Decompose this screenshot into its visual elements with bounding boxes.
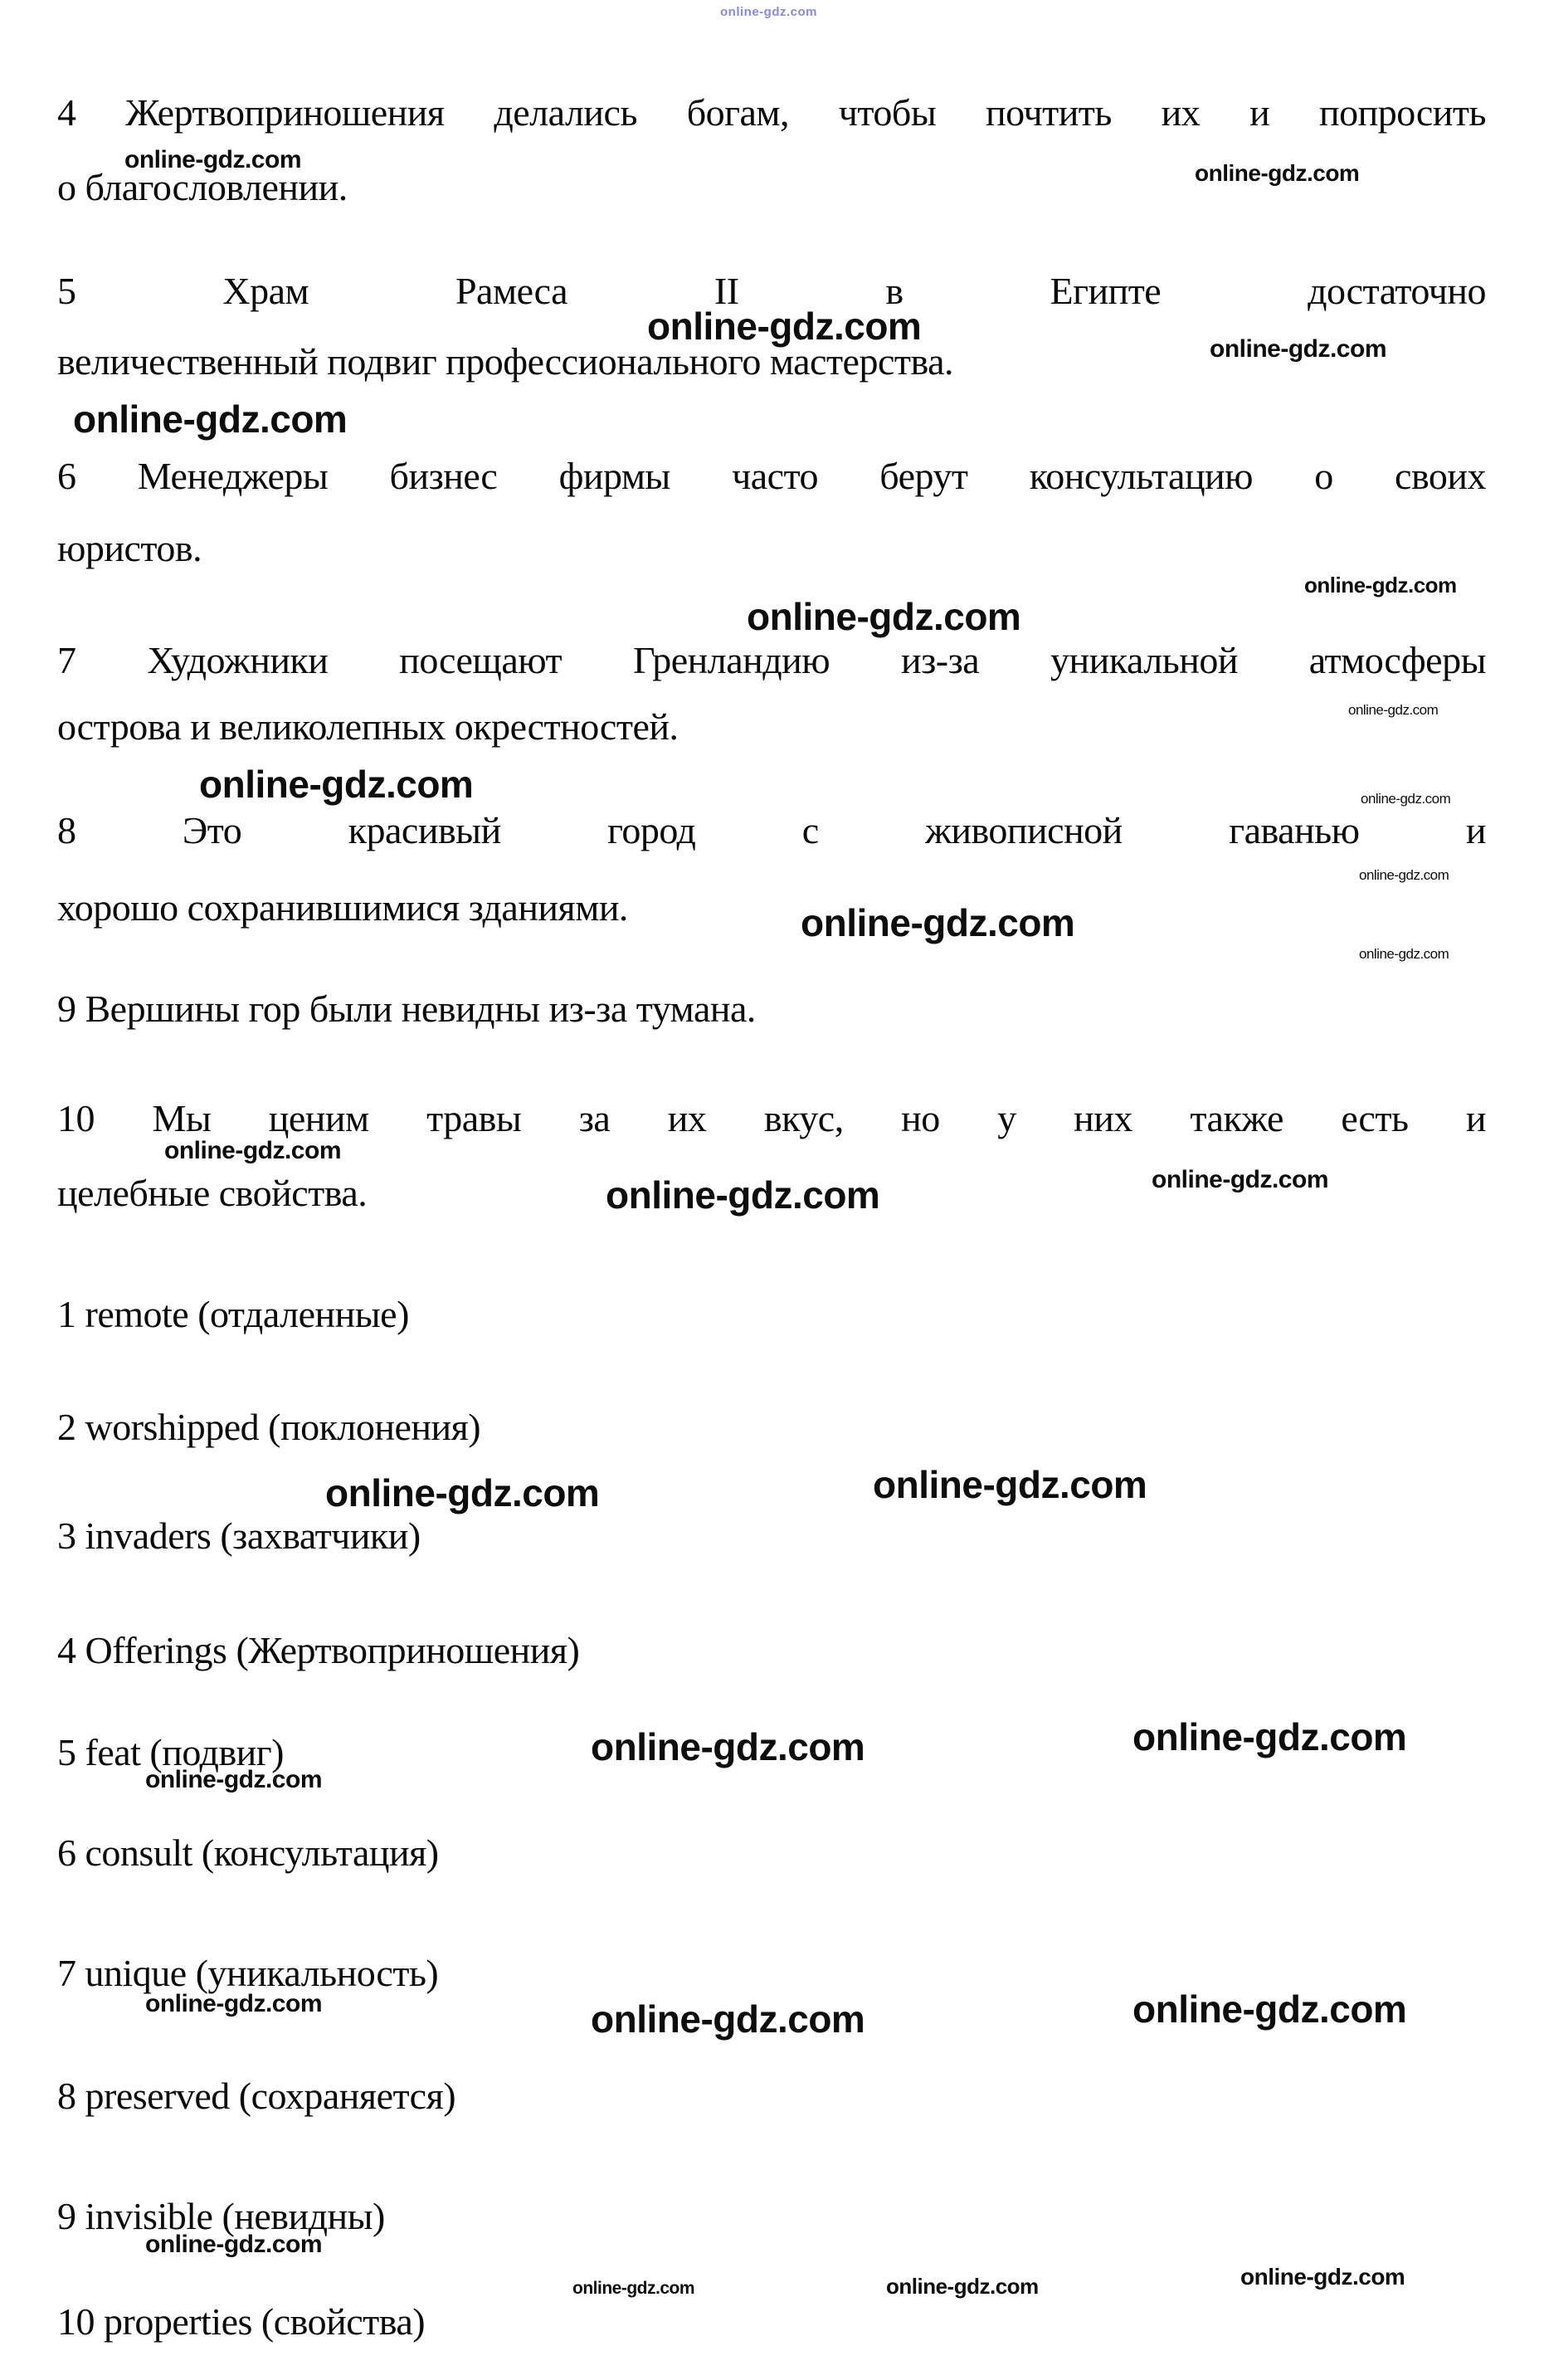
site-watermark: online-gdz.com xyxy=(145,2231,322,2258)
translation-5-line-1: 5 Храм Рамеса II в Египте достаточно xyxy=(57,270,1486,312)
translation-8-line-2: хорошо сохранившимися зданиями. xyxy=(57,886,628,929)
vocab-item-1: 1 remote (отдаленные) xyxy=(57,1293,409,1335)
translation-7-line-1: 7 Художники посещают Гренландию из-за уникальной атмосферы xyxy=(57,639,1486,681)
site-watermark: online-gdz.com xyxy=(591,1997,865,2041)
site-watermark: online-gdz.com xyxy=(73,397,348,441)
site-watermark: online-gdz.com xyxy=(145,1766,322,1793)
site-watermark: online-gdz.com xyxy=(145,1990,322,2017)
vocab-item-3: 3 invaders (захватчики) xyxy=(57,1514,421,1557)
site-watermark: online-gdz.com xyxy=(1210,335,1386,363)
site-watermark: online-gdz.com xyxy=(124,146,301,173)
vocab-item-2: 2 worshipped (поклонения) xyxy=(57,1406,481,1448)
site-watermark: online-gdz.com xyxy=(1359,946,1449,962)
site-watermark: online-gdz.com xyxy=(1240,2264,1405,2290)
vocab-item-8: 8 preserved (сохраняется) xyxy=(57,2075,456,2117)
site-watermark: online-gdz.com xyxy=(1152,1166,1328,1193)
translation-6-line-1: 6 Менеджеры бизнес фирмы часто берут консультацию о своих xyxy=(57,455,1486,497)
translation-7-line-2: острова и великолепных окрестностей. xyxy=(57,705,679,748)
vocab-item-4: 4 Offerings (Жертвоприношения) xyxy=(57,1629,580,1671)
translation-5-line-2: величественный подвиг профессионального мастерства. xyxy=(57,340,954,383)
site-watermark: online-gdz.com xyxy=(1132,1715,1407,1758)
site-watermark: online-gdz.com xyxy=(873,1463,1147,1506)
site-watermark: online-gdz.com xyxy=(1195,160,1360,186)
site-watermark: online-gdz.com xyxy=(720,5,817,19)
site-watermark: online-gdz.com xyxy=(1348,702,1439,718)
site-watermark: online-gdz.com xyxy=(591,1725,865,1768)
vocab-item-10: 10 properties (свойства) xyxy=(57,2300,426,2343)
site-watermark: online-gdz.com xyxy=(747,595,1021,638)
translation-4-line-2: о благословлении. xyxy=(57,166,348,208)
site-watermark: online-gdz.com xyxy=(606,1173,880,1217)
site-watermark: online-gdz.com xyxy=(801,901,1075,944)
vocab-item-7: 7 unique (уникальность) xyxy=(57,1952,439,1994)
site-watermark: online-gdz.com xyxy=(1304,573,1457,597)
vocab-item-9: 9 invisible (невидны) xyxy=(57,2195,385,2237)
translation-9-line-1: 9 Вершины гор были невидны из-за тумана. xyxy=(57,988,756,1030)
translation-4-line-1: 4 Жертвоприношения делались богам, чтобы почтить их и попросить xyxy=(57,91,1486,134)
translation-10-line-2: целебные свойства. xyxy=(57,1172,368,1214)
site-watermark: online-gdz.com xyxy=(886,2274,1039,2299)
translation-8-line-1: 8 Это красивый город с живописной гаванью и xyxy=(57,809,1486,851)
vocab-item-5: 5 feat (подвиг) xyxy=(57,1731,284,1773)
vocab-item-6: 6 consult (консультация) xyxy=(57,1831,439,1874)
site-watermark: online-gdz.com xyxy=(325,1471,600,1514)
site-watermark: online-gdz.com xyxy=(572,2279,694,2298)
translation-10-line-1: 10 Мы ценим травы за их вкус, но у них также есть и xyxy=(57,1097,1486,1139)
site-watermark: online-gdz.com xyxy=(1132,1987,1407,2031)
site-watermark: online-gdz.com xyxy=(199,763,474,806)
translation-6-line-2: юристов. xyxy=(57,527,202,569)
site-watermark: online-gdz.com xyxy=(164,1137,341,1164)
site-watermark: online-gdz.com xyxy=(1361,791,1451,807)
site-watermark: online-gdz.com xyxy=(647,305,922,348)
site-watermark: online-gdz.com xyxy=(1359,867,1449,883)
